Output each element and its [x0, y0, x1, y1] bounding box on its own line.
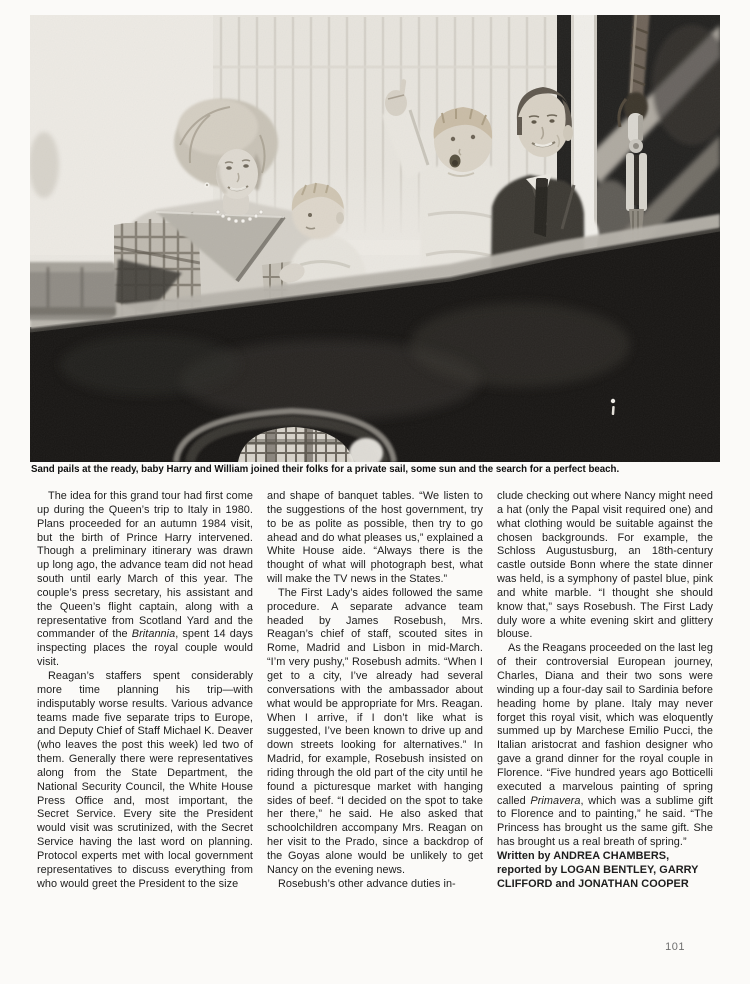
article-column-2 [267, 490, 483, 891]
photo-caption: Sand pails at the ready, baby Harry and William joined their folks for a private sail, some sun and the search for a perfect beach. [31, 464, 620, 475]
page-number: 101 [665, 941, 685, 953]
article-paragraph: Reagan’s staffers spent considerably more time planning his trip—with indisputably worse results. Various advance teams made five separate trips to Europe, and Deputy Chief of Staff Michael K. Deaver (who leaves the post this week) led two of them. Generally there were representatives along from the State Department, the National Security Council, the White House Press Office and, most important, the Secret Service. Every site the President would visit was scrutinized, with the Secret Service having the last word on planning. Protocol experts met with local government representatives to discuss everything from who would greet the President to the size [37, 669, 253, 890]
article-paragraph: Written by ANDREA CHAMBERS, reported by LOGAN BENTLEY, GARRY CLIFFORD and JONATHAN COOPER [497, 849, 699, 890]
article-paragraph: The First Lady’s aides followed the same procedure. A separate advance team headed by James Rosebush, Mrs. Reagan’s chief of staff, scouted sites in Rome, Madrid and Lisbon in mid-March. “I’m very pushy,” Rosebush admits. “When I get to a city, I’ve already had several conversations with the ambassador about what would be appropriate for Mrs. Reagan. When I arrive, if I don’t like what is suggested, I’ve been known to drive up and down streets looking for alternatives.” In Madrid, for example, Rosebush insisted on riding through the old part of the city until he found a picturesque market with hanging sides of beef. “I decided on the spot to take her there,” he said. He also asked that schoolchildren accompany Mrs. Reagan on her visit to the Prado, since a backdrop of the Goyas alone would be unlikely to get Nancy on the evening news. [267, 586, 483, 876]
article-paragraph: As the Reagans proceeded on the last leg of their controversial European journey, Charles, Diana and their two sons were winding up a four-day sail to Sardinia before heading home by plane. Italy may never forget this royal visit, which was eloquently summed up by Marchese Emilio Pucci, the Italian aristocrat and fashion designer who gave a grand dinner for the royal couple in Florence. “Five hundred years ago Botticelli executed a marvelous painting of spring called Primavera, which was a sublime gift to Florence and to painting,” he said. “The Princess has brought us the same gift. She has brought us a real breath of spring.” [497, 642, 713, 849]
article-column-3 [497, 490, 713, 891]
film-grain-overlay [30, 15, 720, 462]
article-columns [37, 490, 713, 891]
photo-region [30, 15, 720, 462]
article-paragraph: The idea for this grand tour had first come up during the Queen’s trip to Italy in 1980. Plans proceeded for an autumn 1984 visit, but the birth of Prince Harry intervened. Though a preliminary itinerary was drawn up long ago, the advance team did not head south until early March of this year. The couple’s press secretary, his assistant and the Queen’s flight captain, along with a representative from Scotland Yard and the commander of the Britannia, spent 14 days inspecting places the royal couple would visit. [37, 490, 253, 669]
article-paragraph: Rosebush’s other advance duties in- [278, 877, 456, 890]
article-paragraph: and shape of banquet tables. “We listen to the suggestions of the host government, try to be as polite as possible, then try to go ahead and do what pleases us,” explained a White House aide. “Always there is the thought of what will photograph best, what will make the TV news in the States.” [267, 490, 483, 586]
article-paragraph: clude checking out where Nancy might need a hat (only the Papal visit required one) and what clothing would be suitable against the chosen backgrounds. For example, the Schloss Augustusburg, an 18th-century castle outside Bonn where the state dinner was held, is a symphony of pastel blue, pink and white marble. “I thought she should know that,” says Rosebush. The First Lady duly wore a white evening skirt and glittery blouse. [497, 490, 713, 641]
article-column-1 [37, 490, 253, 891]
boat-photo-illustration [30, 15, 720, 462]
